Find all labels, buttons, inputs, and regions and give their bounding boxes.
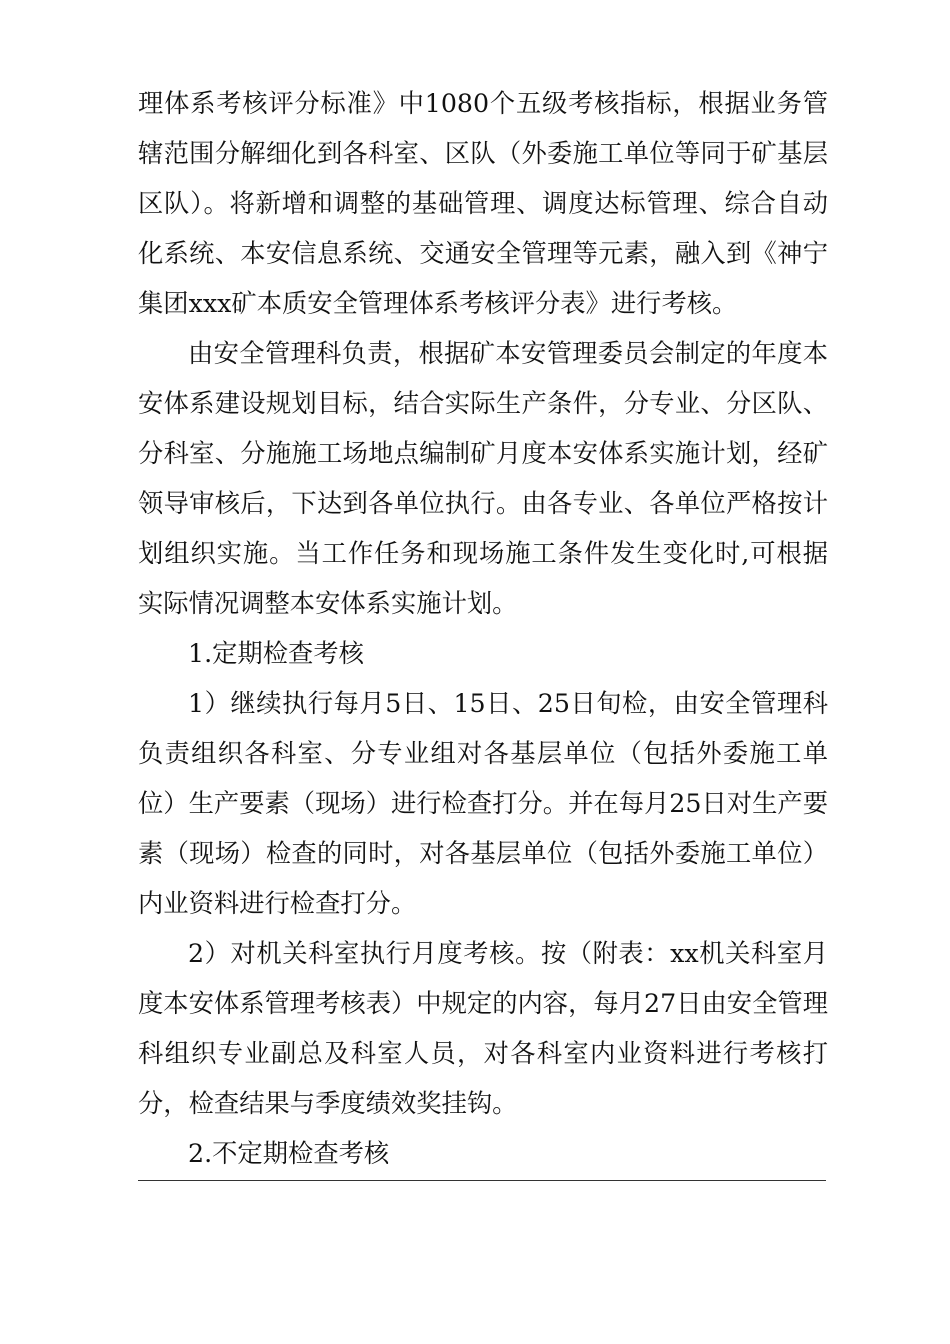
paragraph-continuation: 理体系考核评分标准》中1080个五级考核指标，根据业务管辖范围分解细化到各科室、区队（外委施工单位等同于矿基层区队）。将新增和调整的基础管理、调度达标管理、综合自动化系统、本安信息系统、交通安全管理等元素，融入到《神宁集团xxx矿本质安全管理体系考核评分表》进行考核。 [138,89,828,318]
paragraph-planning: 由安全管理科负责，根据矿本安管理委员会制定的年度本安体系建设规划目标，结合实际生产条件，分专业、分区队、分科室、分施施工场地点编制矿月度本安体系实施计划，经矿领导审核后，下达到各单位执行。由各专业、各单位严格按计划组织实施。当工作任务和现场施工条件发生变化时,可根据实际情况调整本安体系实施计划。 [138,339,828,618]
document-body [138,79,828,1179]
paragraph-periodic-inspection-2: 2）对机关科室执行月度考核。按（附表：xx机关科室月度本安体系管理考核表）中规定的内容，每月27日由安全管理科组织专业副总及科室人员，对各科室内业资料进行考核打分，检查结果与季度绩效奖挂钩。 [138,939,828,1118]
section-heading-periodic-inspection: 1.定期检查考核 [188,639,364,668]
section-heading-irregular-inspection: 2.不定期检查考核 [188,1139,390,1168]
footer-divider [138,1180,826,1181]
paragraph-periodic-inspection-1: 1）继续执行每月5日、15日、25日旬检，由安全管理科负责组织各科室、分专业组对各基层单位（包括外委施工单位）生产要素（现场）进行检查打分。并在每月25日对生产要素（现场）检查的同时，对各基层单位（包括外委施工单位）内业资料进行检查打分。 [138,689,828,918]
